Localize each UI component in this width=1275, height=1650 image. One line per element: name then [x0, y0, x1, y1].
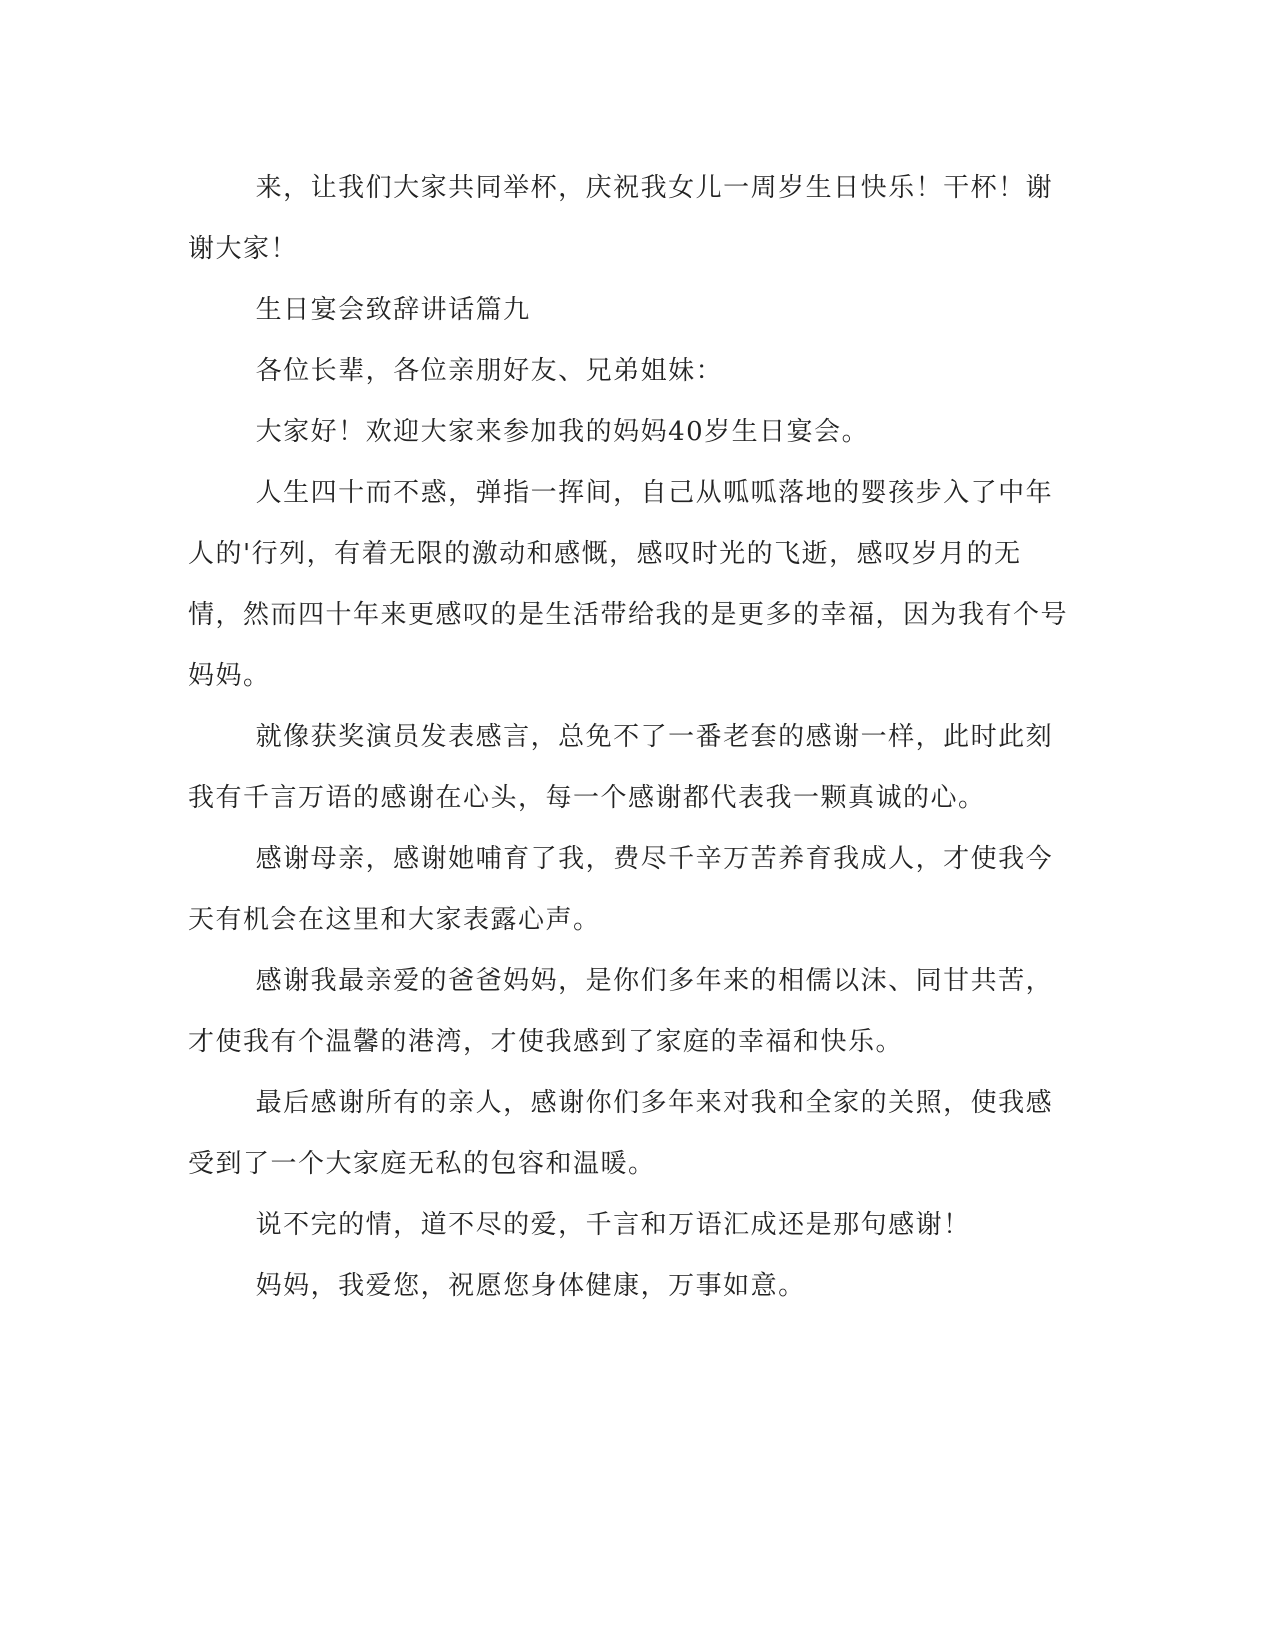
document-body: [188, 158, 1068, 1317]
paragraph-salutation: 各位长辈，各位亲朋好友、兄弟姐妹：: [255, 356, 724, 386]
paragraph-body: 就像获奖演员发表感言，总免不了一番老套的感谢一样，此时此刻我有千言万语的感谢在心头，每一个感谢都代表我一颗真诚的心。: [188, 722, 1054, 813]
paragraph-greeting: 大家好！欢迎大家来参加我的妈妈40岁生日宴会。: [255, 417, 870, 447]
paragraph-body: 感谢母亲，感谢她哺育了我，费尽千辛万苦养育我成人，才使我今天有机会在这里和大家表露心声。: [188, 844, 1054, 935]
paragraph-toast: 来，让我们大家共同举杯，庆祝我女儿一周岁生日快乐！干杯！谢谢大家！: [188, 173, 1054, 264]
paragraph-body: 感谢我最亲爱的爸爸妈妈，是你们多年来的相儒以沫、同甘共苦，才使我有个温馨的港湾，才使我感到了家庭的幸福和快乐。: [188, 966, 1054, 1057]
paragraph-body: 说不完的情，道不尽的爱，千言和万语汇成还是那句感谢！: [255, 1210, 971, 1240]
paragraph-body: 最后感谢所有的亲人，感谢你们多年来对我和全家的关照，使我感受到了一个大家庭无私的包容和温暖。: [188, 1088, 1054, 1179]
paragraph-body: 人生四十而不惑，弹指一挥间，自己从呱呱落地的婴孩步入了中年人的'行列，有着无限的激动和感慨，感叹时光的飞逝，感叹岁月的无情，然而四十年来更感叹的是生活带给我的是更多的幸福，因为我有个号妈妈。: [188, 478, 1069, 691]
paragraph-closing: 妈妈，我爱您，祝愿您身体健康，万事如意。: [255, 1271, 806, 1301]
section-heading: 生日宴会致辞讲话篇九: [255, 295, 531, 325]
